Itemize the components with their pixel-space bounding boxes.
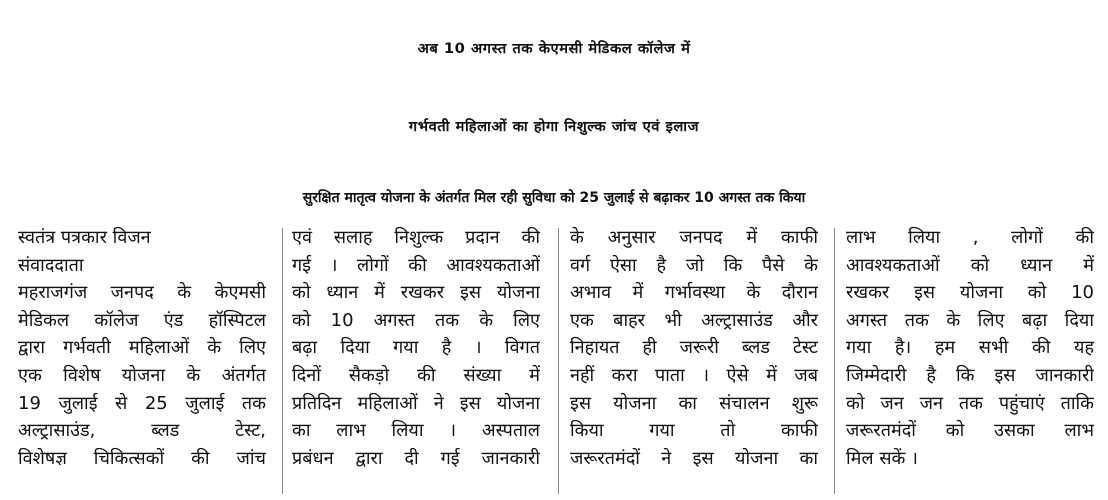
headline-line-2: गर्भवती महिलाओं का होगा निशुल्क जांच एवं इलाज: [408, 119, 700, 135]
subheadline: सुरक्षित मातृत्व योजना के अंतर्गत मिल रही सुविधा को 25 जुलाई से बढ़ाकर 10 अगस्त तक किया: [302, 190, 806, 206]
text-line: एक विशेष योजना के अंतर्गत: [18, 364, 266, 386]
text-line: अगस्त तक के लिए बढ़ा दिया: [846, 309, 1094, 331]
article-column-1: [18, 224, 266, 500]
text-line: किया गया तो काफी: [570, 420, 818, 442]
text-line: जिम्मेदारी है कि इस जानकारी: [846, 364, 1094, 386]
text-line: लाभ लिया , लोगों की: [846, 227, 1094, 248]
text-line: को जन जन तक पहुंचाएं ताकि: [846, 392, 1094, 414]
text-line: मेडिकल कॉलेज एंड हॉस्पिटल: [18, 309, 266, 331]
text-line: का लाभ लिया । अस्पताल: [292, 420, 540, 442]
text-line: विशेषज्ञ चिकित्सकों की जांच: [18, 447, 266, 469]
text-line: 19 जुलाई से 25 जुलाई तक: [18, 392, 266, 414]
text-line: एवं सलाह निशुल्क प्रदान की: [292, 227, 540, 248]
article-column-4: [846, 224, 1094, 500]
byline: स्वतंत्र पत्रकार विजन: [18, 227, 151, 248]
text-line: महराजगंज जनपद के केएमसी: [18, 282, 266, 304]
text-line: गई । लोगों की आवश्यकताओं: [292, 254, 540, 276]
text-line: के अनुसार जनपद में काफी: [570, 227, 818, 248]
text-line: प्रतिदिन महिलाओं ने इस योजना: [292, 392, 540, 414]
text-line: निहायत ही जरूरी ब्लड टेस्ट: [570, 337, 818, 359]
headline-line-1: अब 10 अगस्त तक केएमसी मेडिकल कॉलेज में: [417, 41, 691, 57]
text-line: रखकर इस योजना को 10: [846, 282, 1094, 304]
text-line: वर्ग ऐसा है जो कि पैसे के: [570, 254, 818, 276]
text-line: नहीं करा पाता । ऐसे में जब: [570, 364, 818, 386]
text-line: जरूरतमंदों ने इस योजना का: [570, 447, 818, 469]
text-line: को 10 अगस्त तक के लिए: [292, 309, 540, 331]
article-column-2: [292, 224, 540, 500]
text-line: प्रबंधन द्वारा दी गई जानकारी: [292, 447, 540, 469]
text-line: अल्ट्रासाउंड, ब्लड टेस्ट,: [18, 420, 266, 442]
text-line: को ध्यान में रखकर इस योजना: [292, 282, 540, 304]
article-body: [18, 224, 1098, 500]
text-line: दिनों सैकड़ो की संख्या में: [292, 364, 540, 386]
text-line: एक बाहर भी अल्ट्रासाउंड और: [570, 309, 818, 331]
text-line: इस योजना का संचालन शुरू: [570, 392, 818, 414]
byline-role: संवाददाता: [18, 254, 84, 276]
text-line: द्वारा गर्भवती महिलाओं के लिए: [18, 337, 266, 359]
text-line: जरूरतमंदों को उसका लाभ: [846, 420, 1094, 442]
text-line: मिल सकें ।: [846, 447, 918, 469]
text-line: बढ़ा दिया गया है । विगत: [292, 337, 540, 359]
text-line: आवश्यकताओं को ध्यान में: [846, 254, 1094, 276]
text-line: अभाव में गर्भावस्था के दौरान: [570, 282, 818, 304]
text-line: गया है। हम सभी की यह: [846, 337, 1094, 359]
article-column-3: [570, 224, 818, 500]
